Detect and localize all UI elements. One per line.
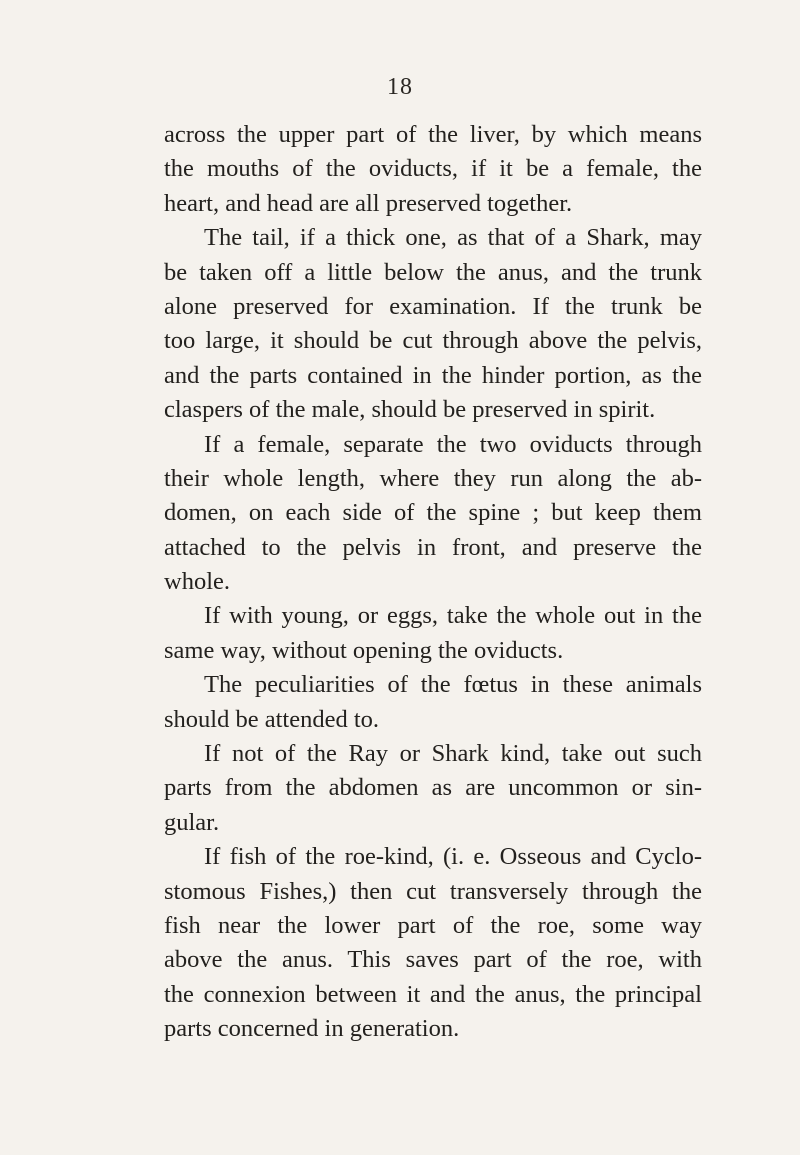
text-line: the mouths of the oviducts, if it be a female, the bbox=[164, 155, 702, 183]
text-line: too large, it should be cut through above the pelvis, bbox=[164, 327, 702, 355]
text-line: heart, and head are all preserved together. bbox=[164, 189, 573, 217]
text-line: whole. bbox=[164, 568, 230, 596]
text-line: above the anus. This saves part of the roe, with bbox=[164, 946, 702, 974]
text-line: gular. bbox=[164, 808, 220, 836]
text-line: alone preserved for examination. If the trunk be bbox=[164, 292, 702, 320]
text-line: attached to the pelvis in front, and preserve the bbox=[164, 533, 702, 561]
text-line: be taken off a little below the anus, and the trunk bbox=[164, 258, 702, 286]
text-line: stomous Fishes,) then cut transversely through the bbox=[164, 877, 702, 905]
text-line: domen, on each side of the spine ; but keep them bbox=[164, 499, 702, 527]
text-line: the connexion between it and the anus, the principal bbox=[164, 980, 702, 1008]
text-line: claspers of the male, should be preserved in spirit. bbox=[164, 396, 656, 424]
text-line: If a female, separate the two oviducts through bbox=[204, 430, 702, 458]
text-line: across the upper part of the liver, by which means bbox=[164, 121, 702, 148]
text-line: The tail, if a thick one, as that of a Shark, may bbox=[204, 224, 702, 252]
text-line: If with young, or eggs, take the whole out in the bbox=[204, 602, 702, 630]
text-line: The peculiarities of the fœtus in these animals bbox=[204, 671, 702, 699]
text-line: should be attended to. bbox=[164, 705, 380, 733]
text-line: parts from the abdomen as are uncommon or sin- bbox=[164, 774, 702, 802]
text-line: their whole length, where they run along the ab- bbox=[164, 464, 702, 492]
text-line: same way, without opening the oviducts. bbox=[164, 636, 564, 664]
text-line: parts concerned in generation. bbox=[164, 1015, 460, 1043]
page-number: 18 bbox=[387, 74, 413, 100]
text-line: and the parts contained in the hinder portion, as the bbox=[164, 361, 702, 389]
text-line: If fish of the roe-kind, (i. e. Osseous and Cyclo- bbox=[204, 843, 702, 871]
text-line: fish near the lower part of the roe, some way bbox=[164, 911, 702, 939]
body-text bbox=[164, 118, 702, 1047]
text-line: If not of the Ray or Shark kind, take out such bbox=[204, 740, 702, 768]
